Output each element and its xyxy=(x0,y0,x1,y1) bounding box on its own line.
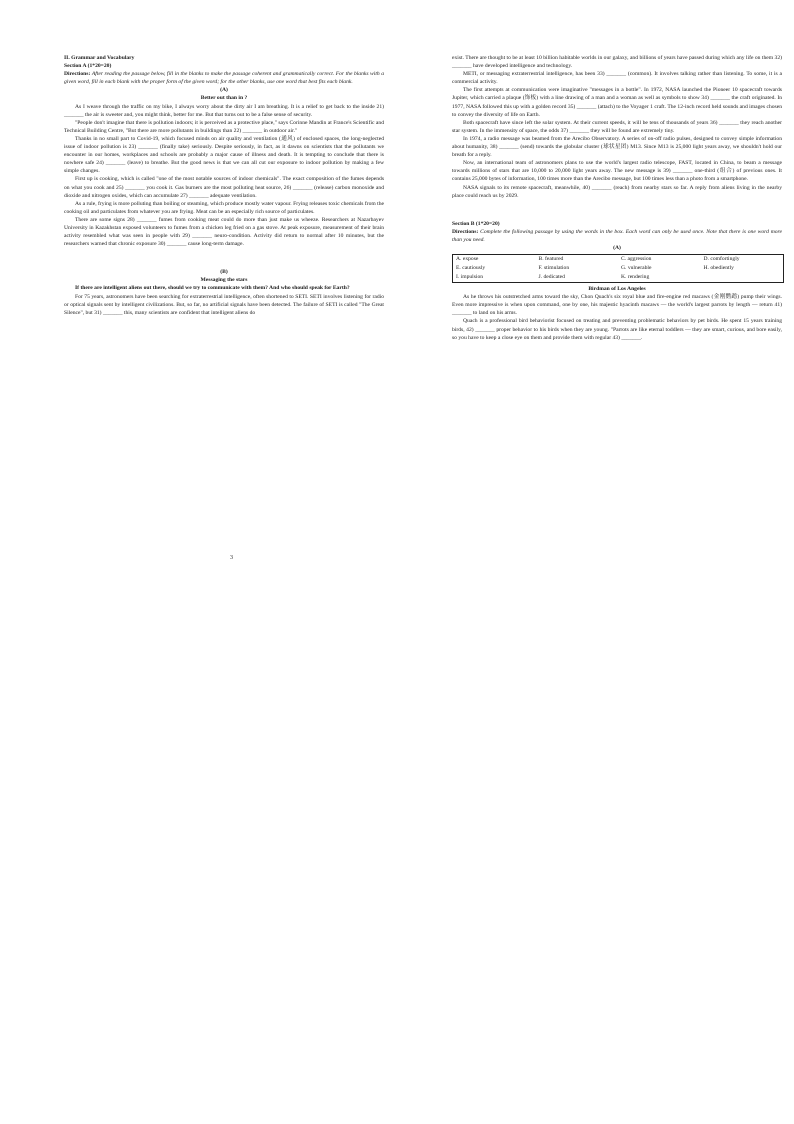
section-b-title: Section B (1*20=20) xyxy=(452,220,500,227)
word-option: K. rendering xyxy=(621,274,650,281)
directions-text: After reading the passage below, fill in the blanks to make the passage coherent and grammatically correct. For the blanks with a given word, fill in each blank with the proper form of the given word; for the other blanks, use one word that best fits each blank. xyxy=(64,71,384,86)
passage-b-paragraph: exist. There are thought to be at least 10 billion habitable worlds in our galaxy, and billions of years have passed during which any life on them 32) _______ have developed intelligence and technology. xyxy=(452,55,782,70)
passage-a-paragraph: "People don't imagine that there is pollution indoors; it is perceived as a protective place," says Corinne Mandin at France's Scientific and Technical Building Centre, "But there are more pollutants in buildings than 22) _______ in outdoor air." xyxy=(64,119,384,134)
passage-b-paragraph: METI, or messaging extraterrestrial intelligence, has been 33) _______ (common). It involves talking rather than listening. To some, it is a commercial activity. xyxy=(452,71,782,86)
directions-lead: Directions: xyxy=(64,71,91,78)
word-option: I. impulsion xyxy=(456,274,484,281)
passage-b-intro: If there are intelligent aliens out there, should we try to communicate with them? And who should speak for Earth? xyxy=(75,285,350,292)
passage-b-paragraph: Both spacecraft have since left the solar system. At their current speeds, it will be tens of thousands of years 36) _______ they reach another star system. In the immensity of space, the odds 37) _______ they will be found are extremely tiny. xyxy=(452,119,782,134)
spacer xyxy=(64,248,384,268)
directions-text: Complete the following passage by using the words in the box. Each word can only be used once. Note that there is one word more than you need. xyxy=(452,228,782,243)
passage-a-paragraph: As I weave through the traffic on my bike, I always worry about the dirty air I am breathing. It is a relief to get back to the inside 21) _______ the air is sweeter and, you might think, better for me. But that turns out to be a false sense of security. xyxy=(64,103,384,118)
word-option: G. vulnerable xyxy=(621,265,652,272)
passage-b-paragraph: NASA signals to its remote spacecraft, meanwhile, 40) _______ (reach) from nearby stars so far. A reply from aliens living in the nearby place could reach us by 2029. xyxy=(452,184,782,199)
word-option: E. cautiously xyxy=(456,265,486,272)
passage-b-paragraph: In 1974, a radio message was beamed from the Arecibo Observatory. A series of on-off radio pulses, designed to convey simple information about humanity, 38) _______ (send) towards the globular cluster (球状星团) M13. Since M13 is 25,000 light years away, we shouldn't hold our breath for a reply. xyxy=(452,135,782,159)
word-option: H. obediently xyxy=(703,265,734,272)
passage-a-paragraph: There are some signs 28) _______ fumes from cooking meat could do more than just make us wheeze. Researchers at Nazarbayev University in Kazakhstan exposed volunteers to fumes from a chicken leg fried on a gas stove. At peak exposure, measurement of their brain activity resembled what was seen in people with 29) _______ neuro-condition. Activity did return to normal after 10 minutes, but the researchers warned that chronic exposure 30) _______ cause long-term damage. xyxy=(64,216,384,248)
right-column xyxy=(452,54,782,342)
passage-b-title: Messaging the stars xyxy=(200,277,248,284)
word-option: B. featured xyxy=(538,256,564,263)
section-a-directions xyxy=(64,70,384,86)
passage-a-title: Better out than in ? xyxy=(200,95,248,102)
word-option: J. dedicated xyxy=(538,274,565,281)
section-b-directions xyxy=(452,228,782,244)
spacer xyxy=(452,200,782,220)
section-b-label: (A) xyxy=(613,244,621,251)
word-option: C. aggression xyxy=(621,256,652,263)
left-column xyxy=(64,54,384,317)
word-option: D. comfortingly xyxy=(703,256,740,263)
word-box xyxy=(452,254,784,283)
section-b-paragraph: Quach is a professional bird behaviorist focused on treating and preventing problematic behaviors by pet birds. He spent 15 years training birds, 42) _______ proper behavior to his birds when they are young. "Parrots are like eternal toddlers — they are smart, curious, and bore easily, so you have to keep a close eye on them and provide them with regular 43) _______. xyxy=(452,318,782,341)
section-a-title: Section A (1*20=20) xyxy=(64,63,112,70)
passage-b-paragraph: Now, an international team of astronomers plans to use the world's largest radio telescope, FAST, located in China, to beam a message towards millions of stars that are 10,000 to 20,000 light years away. The new message is 39) _______ one-third (组合) of previous ones. It contains 25,000 bytes of information, 100 times more than the Arecibo message, but 100 times less than a photo from a smartphone. xyxy=(452,160,782,183)
page-number: 3 xyxy=(230,555,233,561)
directions-lead: Directions: xyxy=(452,228,479,235)
passage-b-paragraph: The first attempts at communication were imaginative "messages in a bottle". In 1972, NASA launched the Pioneer 10 spacecraft towards Jupiter, which carried a plaque (饰板) with a line drawing of a man and a woman as well as symbols to show 34) _______ the craft originated. In 1977, NASA followed this up with a golden record 35) _______ (attach) to the Voyager 1 craft. The 12-inch record held sounds and images chosen to convey the diversity of life on Earth. xyxy=(452,87,782,118)
passage-a-paragraph: As a rule, frying is more polluting than boiling or steaming, which produce mostly water vapour. Frying releases toxic chemicals from the cooking oil and particulates from whatever you are frying. Meat can be an especially rich source of particulates. xyxy=(64,200,384,215)
passage-b-label: (B) xyxy=(220,269,228,276)
passage-b-paragraph: For 75 years, astronomers have been searching for extraterrestrial intelligence, often shortened to SETI. SETI involves listening for radio or optical signals sent by intelligent civilizations. But, so far, no artificial signals have been detected. The failure of SETI is called "The Great Silence", but 31) _______ this, many scientists are confident that intelligent aliens do xyxy=(64,293,384,316)
section-heading: II. Grammar and Vocabulary xyxy=(64,55,135,61)
word-option: A. expose xyxy=(456,256,479,263)
passage-a-paragraph: Thanks in no small part to Covid-19, which focused minds on air quality and ventilation (通风) of enclosed spaces, the long-neglected issue of indoor pollution is 23) _______ (finally take) seriously. Despite seriously, in fact, as it dawns on scientists that the pollutants we encounter in our homes, workplaces and schools are probably a major cause of illness and death. It is tempting to conclude that there is nowhere safe 24) _______ (leave) to breathe. But the good news is that we can all cut our exposure to indoor pollution by making a few simple changes. xyxy=(64,135,384,175)
passage-a-paragraph: First up is cooking, which is called "one of the most notable sources of indoor chemicals". The exact composition of the fumes depends on what you cook and 25) _______ you cook it. Gas burners are the most polluting heat source, 26) _______ (release) carbon monoxide and dioxide and nitrogen oxides, which can accumulate 27) _______ adequate ventilation. xyxy=(64,176,384,199)
section-b-paragraph: As he throws his outstretched arms toward the sky, Chon Quach's six royal blue and fire-engine red macaws (金刚鹦鹉) pump their wings. Even more impressive is when upon command, one by one, his majestic hyacinth macaws — the world's largest parrots by length — return 41) _______ to land on his arms. xyxy=(452,294,782,317)
section-b-passage-title: Birdman of Los Angeles xyxy=(588,286,646,293)
passage-a-label: (A) xyxy=(220,87,228,94)
word-option: F. stimulation xyxy=(538,265,570,272)
